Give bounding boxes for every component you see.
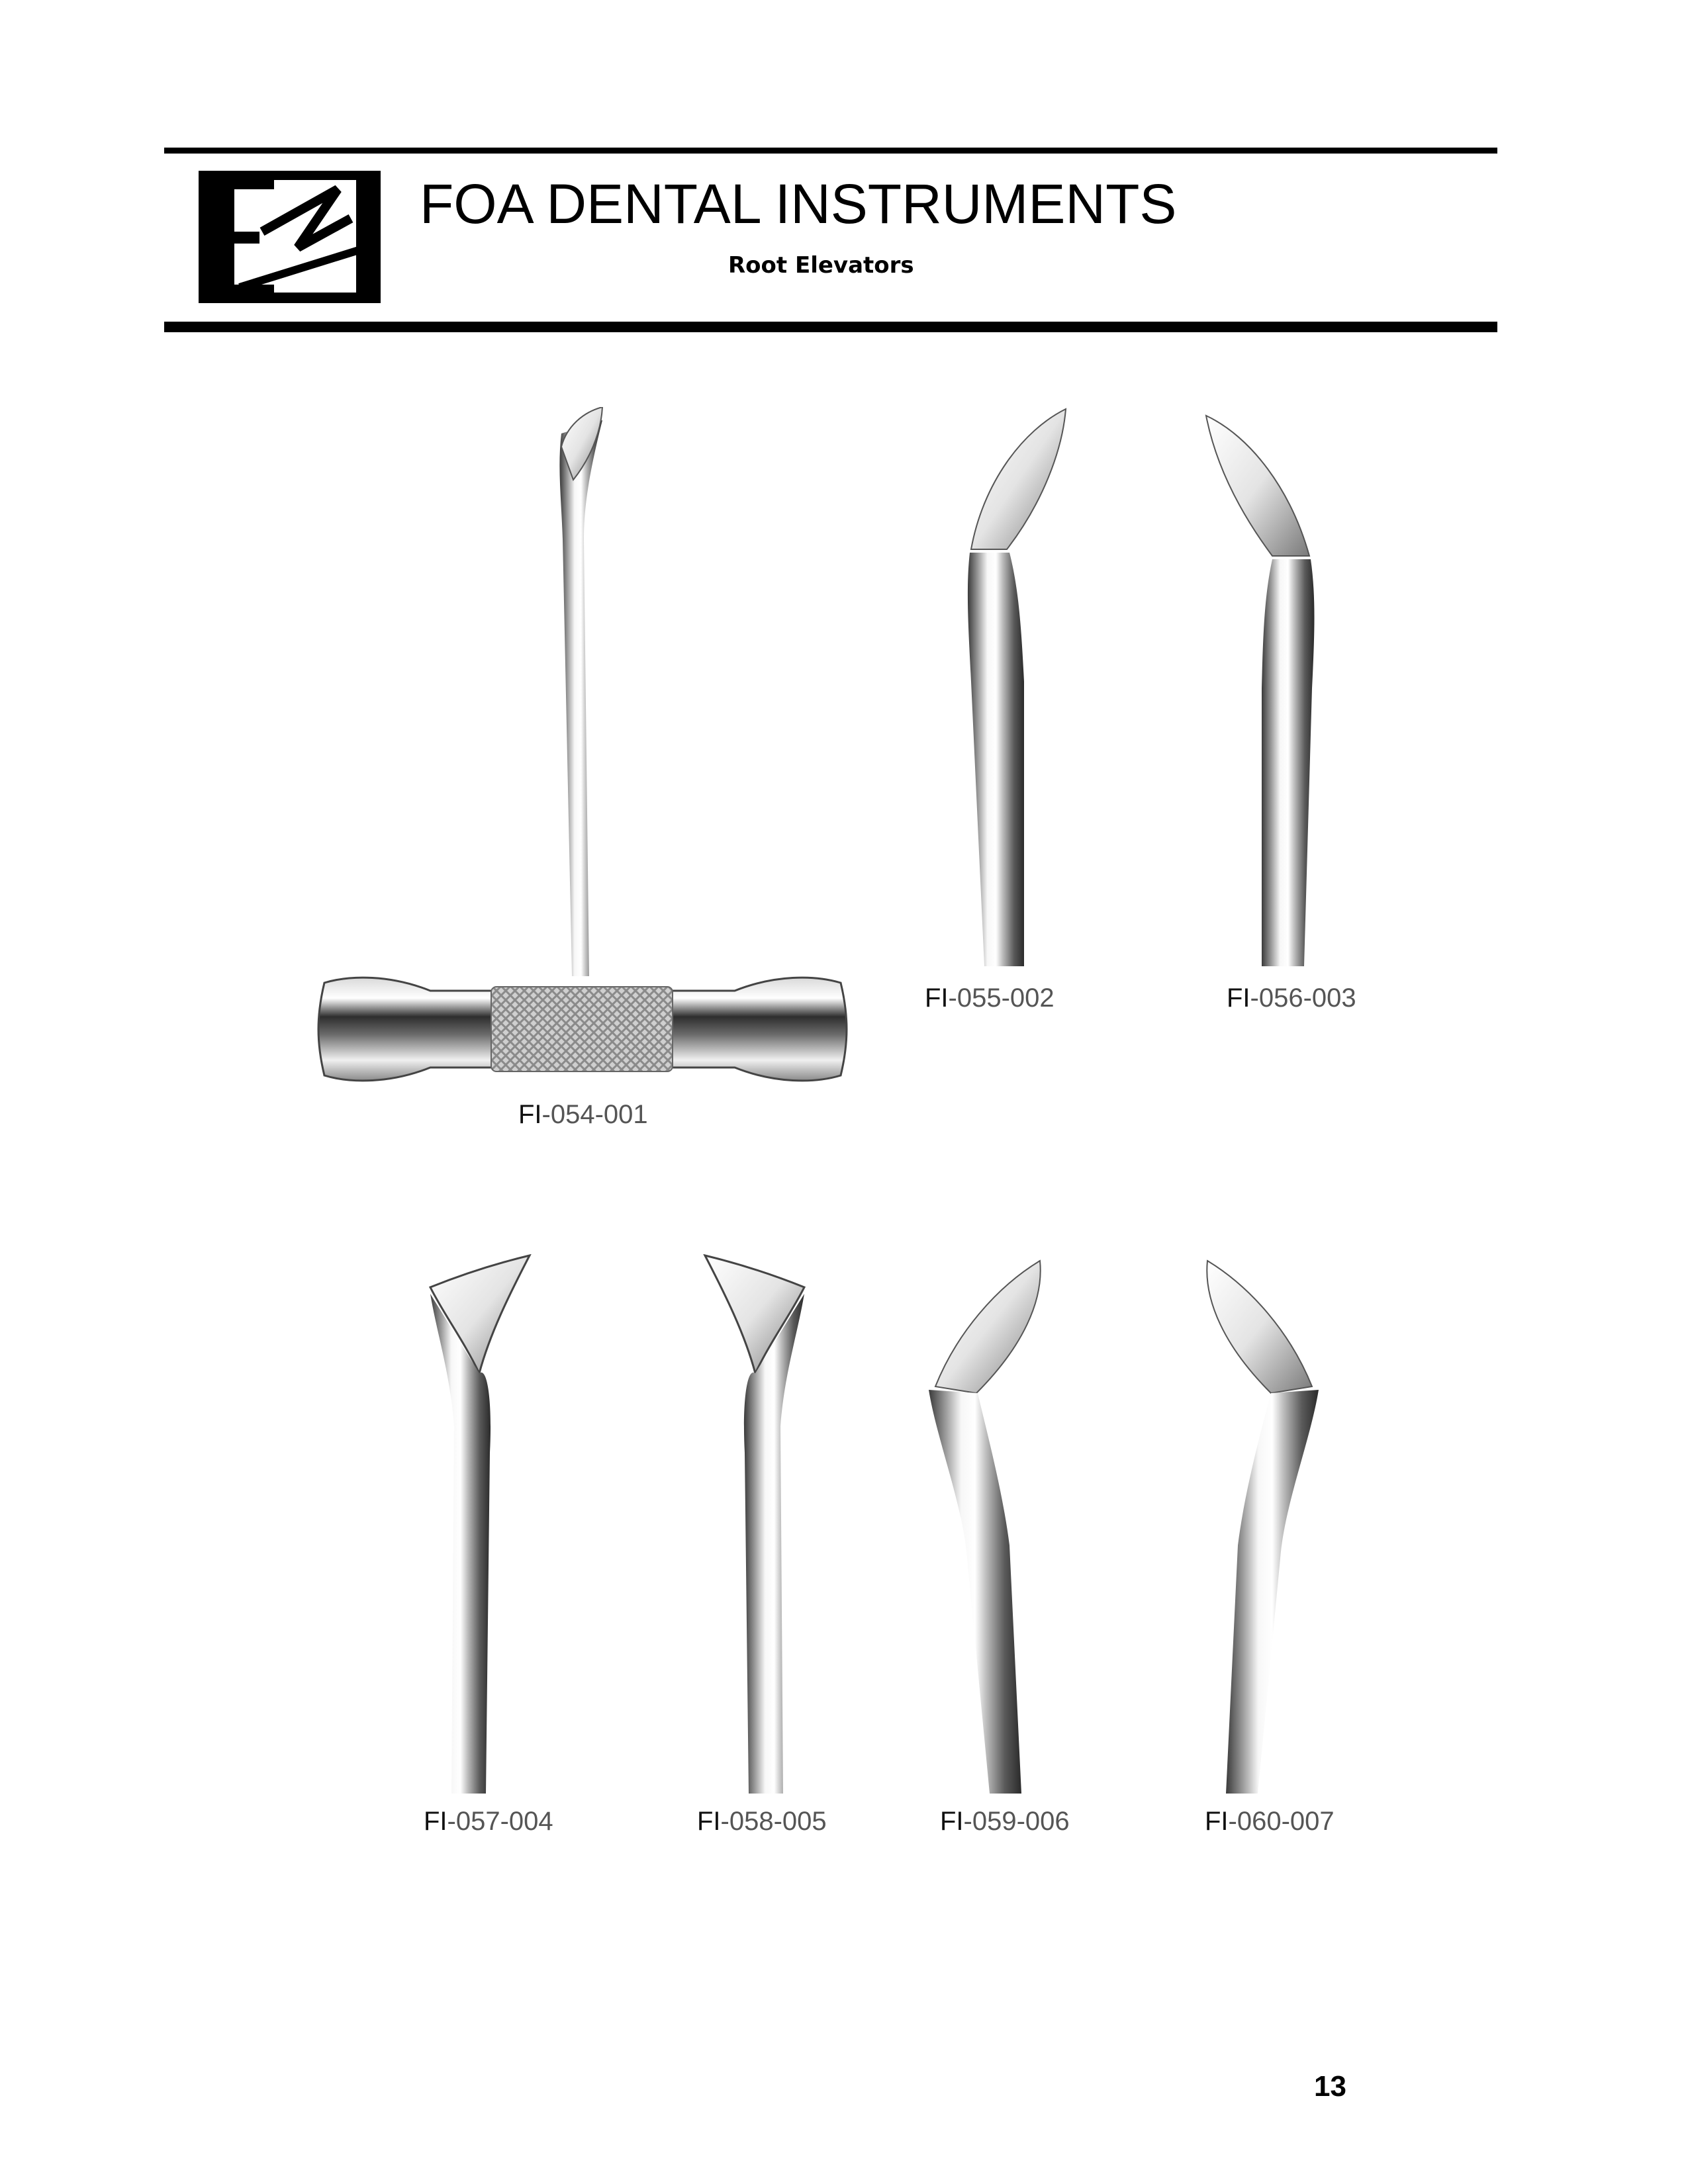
code-number: -056-003: [1250, 983, 1356, 1013]
product-code-fi-054-001: [518, 1100, 648, 1130]
code-prefix: FI: [1205, 1807, 1229, 1836]
code-number: -060-007: [1228, 1807, 1335, 1836]
page-title: FOA DENTAL INSTRUMENTS: [420, 173, 1177, 235]
header-top-rule: [164, 148, 1497, 154]
code-number: -058-005: [720, 1807, 827, 1836]
code-number: -055-002: [948, 983, 1055, 1013]
product-code-fi-057-004: [424, 1807, 553, 1837]
root-elevator-left-icon: [963, 404, 1096, 970]
product-code-fi-059-006: [940, 1807, 1070, 1837]
product-code-fi-060-007: [1205, 1807, 1335, 1837]
product-code-fi-058-005: [697, 1807, 827, 1837]
root-elevator-angled-left-icon: [923, 1254, 1056, 1797]
code-number: -054-001: [541, 1100, 648, 1129]
page-number: 13: [1314, 2070, 1346, 2103]
root-elevator-triangular-left-icon: [424, 1254, 543, 1797]
code-number: -059-006: [963, 1807, 1070, 1836]
product-code-fi-056-003: [1227, 983, 1356, 1013]
code-prefix: FI: [940, 1807, 964, 1836]
fs-monogram-logo: [199, 171, 381, 303]
code-number: -057-004: [447, 1807, 553, 1836]
root-elevator-right-icon: [1198, 410, 1331, 970]
root-elevator-triangular-right-icon: [692, 1254, 811, 1797]
code-prefix: FI: [697, 1807, 721, 1836]
code-prefix: FI: [424, 1807, 447, 1836]
header-bottom-rule: [164, 322, 1497, 332]
section-subtitle: Root Elevators: [728, 252, 914, 279]
root-elevator-angled-right-icon: [1192, 1254, 1324, 1797]
product-code-fi-055-002: [925, 983, 1055, 1013]
code-prefix: FI: [925, 983, 949, 1013]
t-handle-root-elevator-icon: [311, 407, 854, 1095]
code-prefix: FI: [518, 1100, 542, 1129]
code-prefix: FI: [1227, 983, 1250, 1013]
